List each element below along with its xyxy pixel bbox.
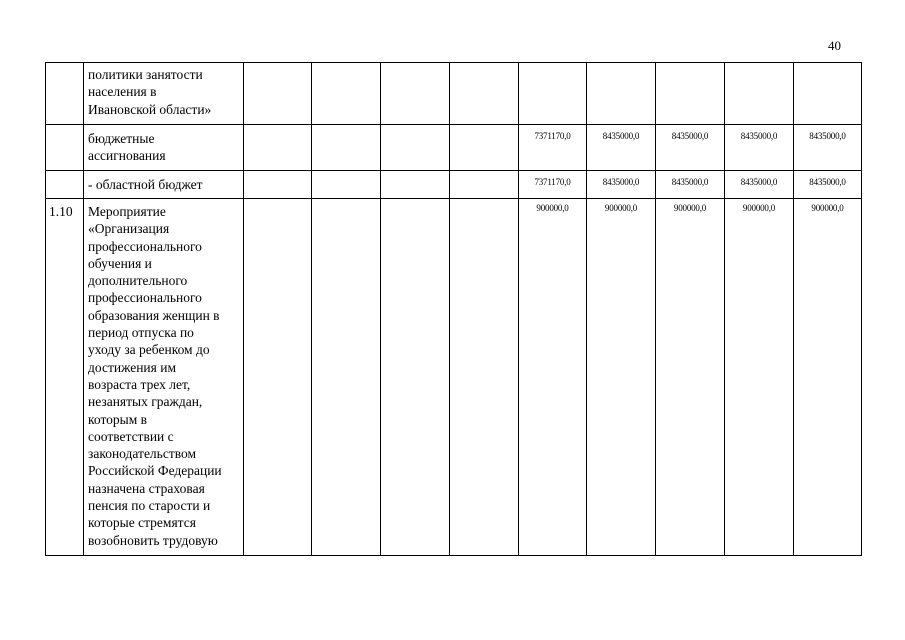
- empty-cell: [450, 171, 519, 199]
- empty-cell: [312, 125, 381, 171]
- value: [794, 63, 861, 69]
- value-cell: [656, 171, 725, 199]
- value-cell: [725, 63, 794, 125]
- value: 900000,0: [742, 203, 776, 213]
- row-name-cell: [84, 171, 244, 199]
- value: 8435000,0: [602, 177, 640, 187]
- value: 8435000,0: [809, 177, 846, 187]
- value: 8435000,0: [602, 131, 640, 141]
- value: 7371170,0: [534, 131, 571, 141]
- value: 8435000,0: [809, 131, 846, 141]
- value-cell: [587, 171, 656, 199]
- row-number: 1.10: [49, 204, 73, 219]
- value-cell: [519, 171, 587, 199]
- row-number-cell: [46, 63, 84, 125]
- row-name-cell: [84, 199, 244, 556]
- empty-cell: [381, 199, 450, 556]
- empty-cell: [450, 63, 519, 125]
- value-cell: [794, 199, 862, 556]
- value-cell: [587, 63, 656, 125]
- empty-cell: [381, 125, 450, 171]
- row-number-cell: [46, 199, 84, 556]
- row-name: политики занятости населения в Ивановской области»: [88, 67, 212, 117]
- value: 8435000,0: [671, 131, 709, 141]
- value: 900000,0: [673, 203, 707, 213]
- value-cell: [794, 63, 862, 125]
- value-cell: [519, 199, 587, 556]
- value-cell: [725, 199, 794, 556]
- row-name: Мероприятие «Организация профессионального обучения и дополнительного профессионального образования женщин в период отпуска по уходу за ребенком до достижения им возраста трех лет, незанятых граждан, которым в соответствии с законодательством Российской Федерации назначена страховая пенсия по старости и которые стремятся возобновить трудовую: [88, 204, 222, 548]
- empty-cell: [450, 199, 519, 556]
- empty-cell: [312, 199, 381, 556]
- row-number-cell: [46, 125, 84, 171]
- row-number-cell: [46, 171, 84, 199]
- value-cell: [725, 171, 794, 199]
- empty-cell: [244, 199, 312, 556]
- empty-cell: [381, 171, 450, 199]
- empty-cell: [244, 63, 312, 125]
- value-cell: [656, 63, 725, 125]
- value-cell: [794, 125, 862, 171]
- value-cell: [656, 199, 725, 556]
- row-number: [46, 171, 83, 178]
- empty-cell: [244, 171, 312, 199]
- value: 7371170,0: [534, 177, 571, 187]
- value: [519, 63, 586, 69]
- table-row: [46, 199, 862, 556]
- value-cell: [519, 125, 587, 171]
- value: 900000,0: [604, 203, 638, 213]
- table-row: [46, 125, 862, 171]
- value: [725, 63, 793, 69]
- value: 8435000,0: [740, 177, 778, 187]
- row-name: бюджетные ассигнования: [88, 131, 166, 164]
- value: 900000,0: [536, 203, 569, 213]
- table-row: [46, 171, 862, 199]
- value: [587, 63, 655, 69]
- value: 8435000,0: [671, 177, 709, 187]
- budget-table: [45, 62, 862, 556]
- row-name-cell: [84, 125, 244, 171]
- value: 8435000,0: [740, 131, 778, 141]
- value-cell: [725, 125, 794, 171]
- row-number: [46, 63, 83, 70]
- empty-cell: [312, 63, 381, 125]
- page-number: 40: [828, 38, 841, 53]
- table-row: [46, 63, 862, 125]
- value: 900000,0: [811, 203, 844, 213]
- value-cell: [587, 125, 656, 171]
- value-cell: [656, 125, 725, 171]
- value-cell: [794, 171, 862, 199]
- empty-cell: [381, 63, 450, 125]
- row-number: [46, 125, 83, 132]
- row-name: - областной бюджет: [88, 177, 203, 192]
- value-cell: [587, 199, 656, 556]
- empty-cell: [244, 125, 312, 171]
- row-name-cell: [84, 63, 244, 125]
- value-cell: [519, 63, 587, 125]
- empty-cell: [312, 171, 381, 199]
- value: [656, 63, 724, 69]
- empty-cell: [450, 125, 519, 171]
